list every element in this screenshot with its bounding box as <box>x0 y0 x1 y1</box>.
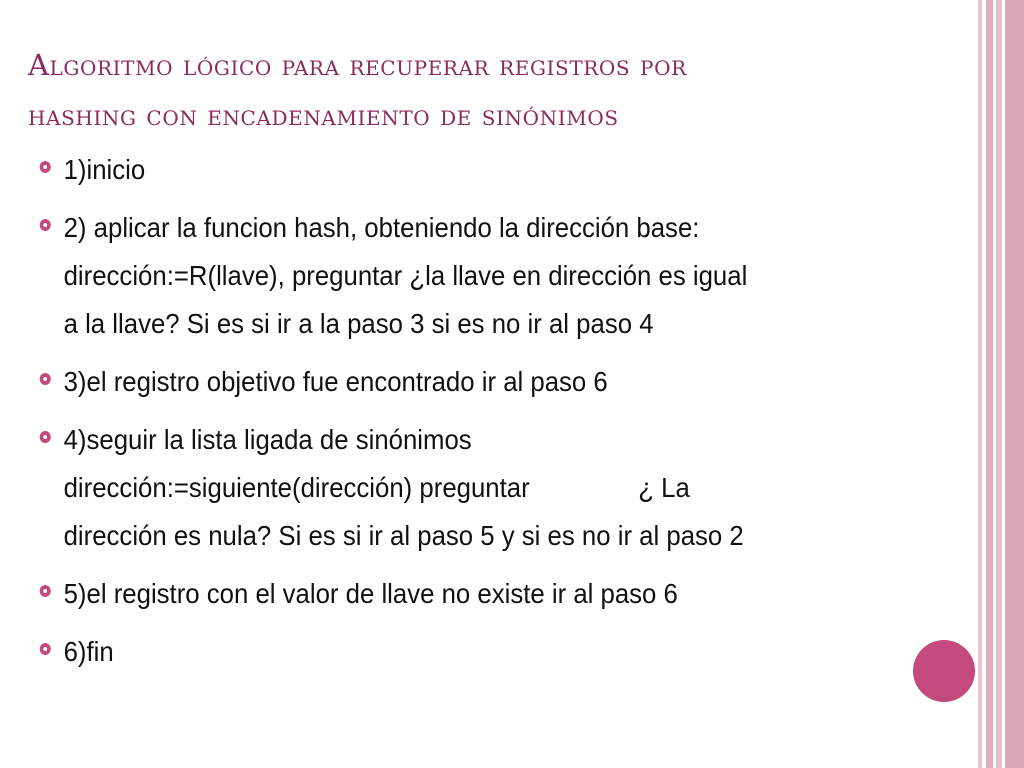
list-item <box>36 204 882 348</box>
decorative-circle <box>913 640 975 702</box>
slide-title <box>28 40 958 140</box>
list-item <box>36 628 882 676</box>
bullet-icon <box>40 161 51 173</box>
list-item-text: dirección:=R(llave), preguntar ¿la llave en dirección es igual <box>63 260 748 291</box>
list-item-text-row <box>64 464 883 512</box>
list-item-text: a la llave? Si es si ir a la paso 3 si es no ir al paso 4 <box>63 308 654 339</box>
list-item-text: dirección es nula? Si es si ir al paso 5 y si es no ir al paso 2 <box>63 520 744 551</box>
list-item-text: 5)el registro con el valor de llave no existe ir al paso 6 <box>63 578 678 609</box>
bullet-icon <box>40 431 51 443</box>
bullet-list <box>36 146 882 686</box>
decorative-stripe <box>978 0 982 768</box>
list-item-text: 4)seguir la lista ligada de sinónimos <box>63 424 472 455</box>
list-item-text: ¿ La <box>638 472 690 503</box>
list-item <box>36 570 882 618</box>
list-item <box>36 358 882 406</box>
list-item-text: dirección:=siguiente(dirección) preguntar <box>63 472 530 503</box>
bullet-icon <box>40 219 51 231</box>
slide-title-line: Algoritmo lógico para recuperar registros por <box>28 48 687 82</box>
list-item-text: 3)el registro objetivo fue encontrado ir al paso 6 <box>63 366 608 397</box>
decorative-stripe <box>1005 0 1024 768</box>
list-item-text: 6)fin <box>63 636 114 667</box>
list-item <box>36 416 882 560</box>
list-item-text: 1)inicio <box>63 154 146 185</box>
decorative-stripe <box>986 0 993 768</box>
list-item-text: 2) aplicar la funcion hash, obteniendo la dirección base: <box>63 212 700 243</box>
slide-title-line: hashing con encadenamiento de sinónimos <box>28 98 619 132</box>
bullet-icon <box>40 373 51 385</box>
list-item <box>36 146 882 194</box>
bullet-icon <box>40 585 51 597</box>
bullet-icon <box>40 643 51 655</box>
